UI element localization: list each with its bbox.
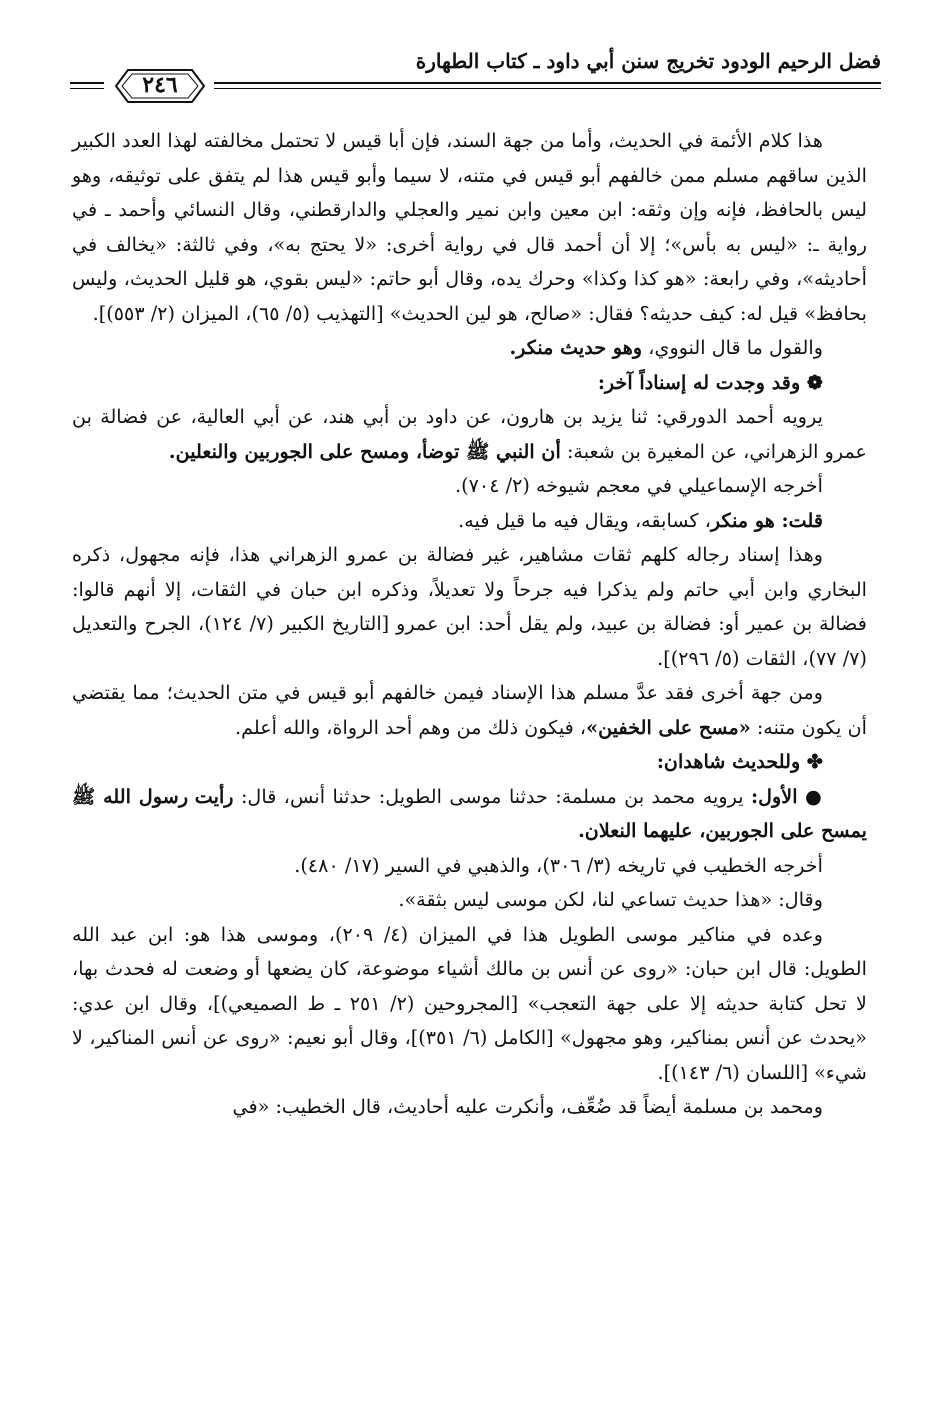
- paragraph-2: [72, 331, 867, 366]
- p8-text-a: ومن جهة أخرى فقد عدَّ مسلم هذا الإسناد فيمن خالفهم أبو قيس في متن الحديث؛ مما يقتضي أن يكون متنه:: [72, 681, 867, 739]
- page-number: ٢٤٦: [142, 72, 178, 98]
- paragraph-10: [72, 780, 867, 849]
- paragraph-14: ومحمد بن مسلمة أيضاً قد ضُعِّف، وأنكرت عليه أحاديث، قال الخطيب: «في: [232, 1095, 823, 1118]
- heading-flower-icon: ❁: [806, 370, 823, 394]
- p2-verdict: وهو حديث منكر.: [509, 336, 643, 359]
- header-rule-left-top: [70, 82, 104, 84]
- paragraph-4: [72, 400, 867, 469]
- heading-text: وقد وجدت له إسناداً آخر:: [597, 370, 801, 394]
- paragraph-6: [72, 504, 867, 539]
- heading-ornament-icon: ✤: [806, 750, 823, 773]
- p8-matn: «مسح على الخفين»: [586, 715, 751, 739]
- paragraph-11: أخرجه الخطيب في تاريخه (٣/ ٣٠٦)، والذهبي في السير (١٧/ ٤٨٠).: [294, 853, 823, 877]
- p10-label: الأول:: [750, 784, 798, 808]
- paragraph-7: وهذا إسناد رجاله كلهم ثقات مشاهير، غير فضالة بن عمرو الزهراني هذا، فإنه مجهول، ذكره البخاري وابن أبي حاتم ولم يذكرا فيه جرحاً ولا تعديلاً، وذكره ابن حبان في الثقات، إلا أنهم قالوا: فضالة بن عمير أو: فضالة بن عبيد، ولم يقل أحد: ابن عمرو [التاريخ الكبير (٧/ ١٢٤)، الجرح والتعديل (٧/ ٧٧)، الثقات (٥/ ٢٩٦)].: [72, 543, 867, 670]
- paragraph-12: وقال: «هذا حديث تساعي لنا، لكن موسى ليس بثقة».: [398, 888, 823, 911]
- p6-text: ، كسابقه، ويقال فيه ما قيل فيه.: [458, 508, 711, 532]
- header-rule-bottom: [214, 88, 881, 89]
- p4-isnad: يرويه أحمد الدورقي: ثنا يزيد بن هارون، عن داود بن أبي هند، عن أبي العالية، عن فضالة بن عمرو الزهراني، عن المغيرة بن شعبة:: [72, 405, 867, 463]
- p10-isnad: يرويه محمد بن مسلمة: حدثنا موسى الطويل: حدثنا أنس، قال:: [233, 784, 751, 808]
- running-head: فضل الرحيم الودود تخريج سنن أبي داود ـ كتاب الطهارة: [415, 49, 881, 73]
- heading-text: وللحديث شاهدان:: [656, 750, 801, 773]
- section-heading-witnesses: [72, 745, 867, 780]
- p2-text: والقول ما قال النووي،: [642, 336, 823, 359]
- main-text: [72, 124, 867, 1125]
- p10-matn: رأيت رسول الله ﷺ يمسح على الجوربين، عليهما النعلان.: [72, 784, 867, 842]
- p6-verdict: قلت: هو منكر: [710, 508, 823, 532]
- p4-matn: أن النبي ﷺ توضأ، ومسح على الجوربين والنعلين.: [168, 439, 561, 463]
- header-rule-top: [214, 82, 881, 84]
- paragraph-1: هذا كلام الأئمة في الحديث، وأما من جهة السند، فإن أبا قيس لا تحتمل مخالفته لهذا العدد الكبير الذين ساقهم مسلم ممن خالفهم أبو قيس في متنه، لا سيما وأبو قيس هذا لم يتفق على توثيقه، وهو ليس بالحافظ، فإنه وإن وثقه: ابن معين وابن نمير والعجلي والدارقطني، وقال النسائي وأحمد ـ في رواية ـ: «ليس به بأس»؛ إلا أن أحمد قال في رواية أخرى: «لا يحتج به»، وفي ثالثة: «يخالف في أحاديثه»، وفي رابعة: «هو كذا وكذا» وحرك يده، وقال أبو حاتم: «ليس بقوي، هو قليل الحديث، وليس بحافظ» قيل له: كيف حديثه؟ فقال: «صالح، هو لين الحديث» [التهذيب (٥/ ٦٥)، الميزان (٢/ ٥٥٣)].: [72, 129, 867, 325]
- paragraph-5: أخرجه الإسماعيلي في معجم شيوخه (٢/ ٧٠٤).: [455, 474, 823, 497]
- bullet-dot-icon: ●: [804, 784, 823, 808]
- p8-text-c: ، فيكون ذلك من وهم أحد الرواة، والله أعلم.: [235, 715, 587, 739]
- paragraph-13: وعده في مناكير موسى الطويل هذا في الميزان (٤/ ٢٠٩)، وموسى هذا هو: ابن عبد الله الطويل: قال ابن حبان: «روى عن أنس بن مالك أشياء موضوعة، كان يضعها أو وضعت له فحدث بها، لا تحل كتابة حديثه إلا على جهة التعجب» [المجروحين (٢/ ٢٥١ ـ ط الصميعي)]، وقال ابن عدي: «يحدث عن أنس بمناكير، وهو مجهول» [الكامل (٦/ ٣٥١)]، وقال أبو نعيم: «روى عن أنس المناكير، لا شيء» [اللسان (٦/ ١٤٣)].: [72, 922, 867, 1084]
- header-rule-left-bottom: [70, 88, 104, 89]
- section-heading-another-isnad: [72, 366, 867, 401]
- paragraph-8: [72, 676, 867, 745]
- page-number-ornament: [114, 66, 206, 106]
